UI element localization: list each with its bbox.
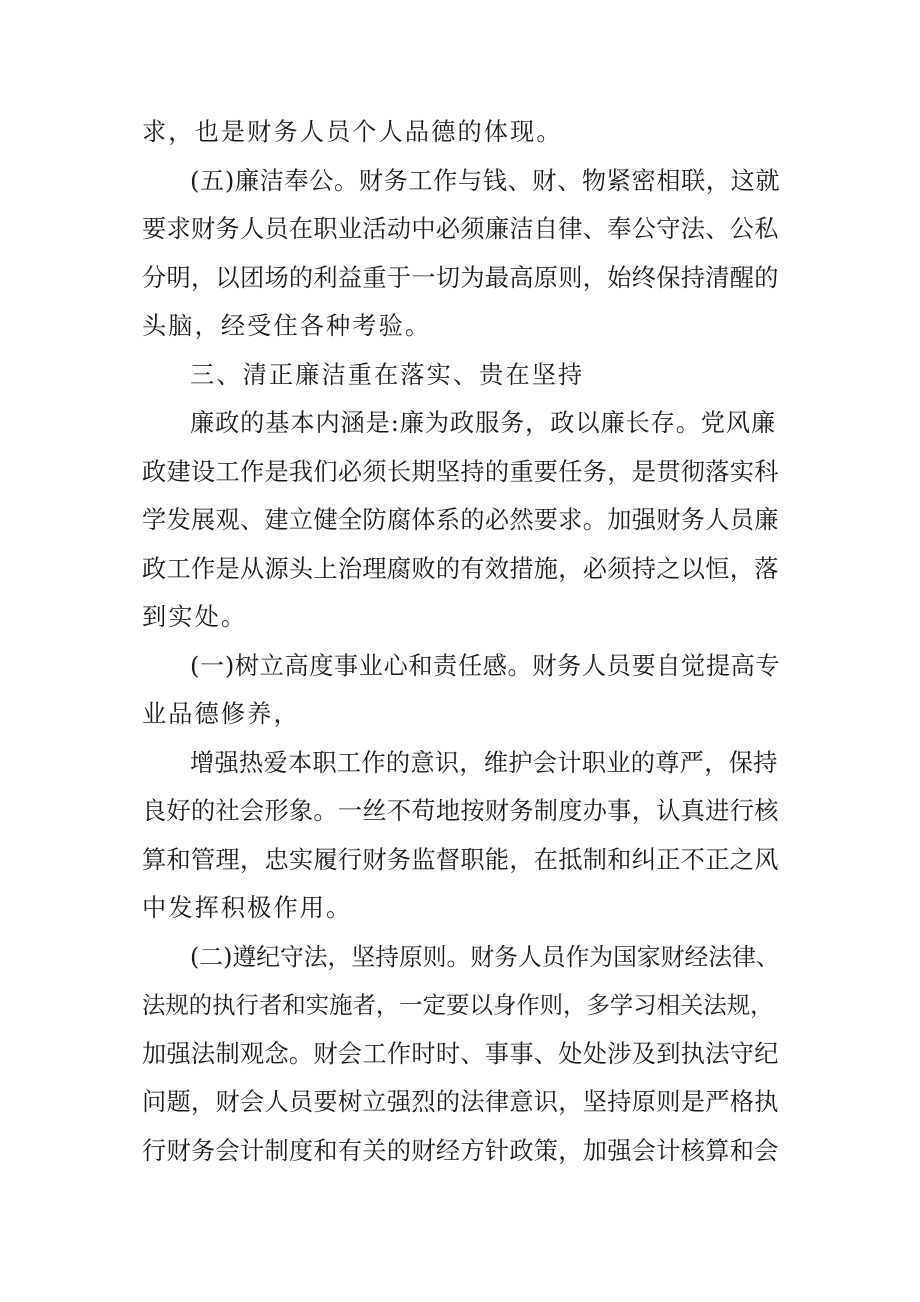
text-line: 中发挥积极作用。 (142, 894, 353, 922)
text-line: 要求财务人员在职业活动中必须廉洁自律、奉公守法、公私 (142, 215, 779, 243)
text-line: (五)廉洁奉公。财务工作与钱、财、物紧密相联，这就 (190, 166, 781, 195)
text-line: 头脑，经受住各种考验。 (142, 312, 432, 340)
text-line: 政建设工作是我们必须长期坚持的重要任务，是贯彻落实科 (142, 457, 779, 486)
text-line: 算和管理，忠实履行财务监督职能，在抵制和纠正不正之风 (142, 845, 779, 874)
text-line: 法规的执行者和实施者，一定要以身作则，多学习相关法规， (142, 991, 774, 1019)
text-line: 政工作是从源头上治理腐败的有效措施，必须持之以恒，落 (142, 554, 779, 583)
text-line: 分明，以团场的利益重于一切为最高原则，始终保持清醒的 (142, 263, 779, 292)
text-line: 到实处。 (142, 603, 248, 631)
text-line: 学发展观、建立健全防腐体系的必然要求。加强财务人员廉 (142, 506, 779, 534)
text-line: 行财务会计制度和有关的财经方针政策，加强会计核算和会 (142, 1136, 779, 1165)
text-line: 廉政的基本内涵是:廉为政服务，政以廉长存。党风廉 (190, 409, 777, 437)
text-line: 问题，财会人员要树立强烈的法律意识，坚持原则是严格执 (142, 1088, 779, 1116)
text-line: (二)遵纪守法，坚持原则。财务人员作为国家财经法律、 (190, 942, 780, 971)
text-line: 加强法制观念。财会工作时时、事事、处处涉及到执法守纪 (142, 1039, 779, 1068)
section-heading: 三、清正廉洁重在落实、贵在坚持 (190, 360, 585, 389)
text-line: 求，也是财务人员个人品德的体现。 (142, 118, 563, 146)
text-line: 业品德修养， (142, 700, 300, 728)
text-line: 良好的社会形象。一丝不苟地按财务制度办事，认真进行核 (142, 797, 779, 825)
document-page (142, 108, 782, 1175)
text-line: (一)树立高度事业心和责任感。财务人员要自觉提高专 (190, 651, 781, 680)
text-line: 增强热爱本职工作的意识，维护会计职业的尊严，保持 (190, 748, 778, 777)
